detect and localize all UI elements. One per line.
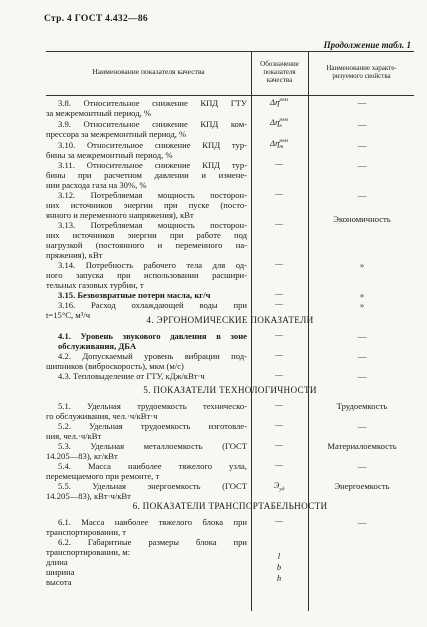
row-6-1-symbol: — (275, 515, 283, 525)
column-header-name: Наименование показателя качества (92, 67, 205, 76)
row-3-15-name: 3.15. Безвозвратные потери масла, кг/ч (58, 290, 211, 300)
section-4-title: 4. ЭРГОНОМИЧЕСКИЕ ПОКАЗАТЕЛИ (146, 315, 314, 325)
row-3-12-symbol: — (275, 188, 283, 198)
row-3-12-property: — (357, 190, 367, 200)
row-3-11-property: — (357, 160, 367, 170)
column-header-property: Наименование характе- ризуемого свойства (326, 64, 397, 80)
row-3-16-name: 3.16. Расход охлаждающей воды при t=15°С, м³/ч (46, 300, 247, 321)
row-5-2-symbol: — (275, 419, 283, 429)
column-header-symbol: Обозначение показателя качества (260, 60, 299, 84)
row-5-3-name: 5.3. Удельная металлоемкость (ГОСТ 14.205—83), кг/кВт (46, 441, 247, 462)
row-5-2-property: — (357, 421, 367, 431)
row-3-11-symbol: — (275, 158, 283, 168)
page-header: Стр. 4 ГОСТ 4.432—86 (44, 14, 148, 24)
row-5-1-property: Трудоемкость (336, 401, 388, 411)
row-6-2-length: длина (46, 557, 68, 567)
row-3-16-symbol: — (275, 298, 283, 308)
row-5-2-name: 5.2. Удельная трудоемкость изготовле- ния, чел.·ч/кВт (46, 421, 247, 442)
row-4-2-property: — (357, 351, 367, 361)
row-6-2-name: 6.2. Габаритные размеры блока при транспортировании, м: (46, 537, 247, 558)
row-5-4-property: — (357, 461, 367, 471)
row-3-8-symbol: $\Delta\eta^{рем}$ (270, 97, 288, 107)
row-3-12-name: 3.12. Потребляемая мощность посторон- них источников энергии при пуске (посто- янного и переменного напряжения), кВт (46, 190, 247, 221)
row-6-2-height: высота (46, 577, 72, 587)
row-3-9-symbol: Δη рем к (270, 117, 288, 129)
row-3-9-property: — (357, 119, 367, 129)
row-3-15-property: » (359, 290, 365, 300)
row-5-5-name: 5.5. Удельная энергоемкость (ГОСТ 14.205—83), кВт·ч/кВт (46, 481, 247, 502)
row-3-13-name: 3.13. Потребляемая мощность посторон- них источников энергии при работе под нагрузкой (постоянного и переменного на- пряжения), кВт (46, 220, 247, 261)
row-3-14-property: » (359, 260, 365, 270)
column-divider-2 (308, 51, 309, 611)
row-3-14-symbol: — (275, 258, 283, 268)
row-3-9-name: 3.9. Относительное снижение КПД ком- прессора за межремонтный период, % (46, 119, 247, 140)
row-6-2-width-symbol: b (276, 562, 282, 572)
row-4-3-symbol: — (275, 369, 283, 379)
row-5-1-symbol: — (275, 399, 283, 409)
row-3-8-property: — (357, 97, 367, 107)
row-4-3-property: — (357, 371, 367, 381)
table-continuation-label: Продолжение табл. 1 (323, 40, 411, 50)
row-3-10-name: 3.10. Относительное снижение КПД тур- бины за межремонтный период, % (46, 140, 247, 161)
row-3-11-name: 3.11. Относительное снижение КПД тур- бины при расчетном давлении и измене- нии расхода газа на 30%, % (46, 160, 247, 191)
row-3-16-property: » (359, 300, 365, 310)
section-6-title: 6. ПОКАЗАТЕЛИ ТРАНСПОРТАБЕЛЬНОСТИ (132, 501, 328, 511)
row-5-3-property: Материалоемкость (327, 441, 397, 451)
row-5-3-symbol: — (275, 439, 283, 449)
row-4-1-property: — (357, 331, 367, 341)
row-3-15-symbol: — (275, 288, 283, 298)
row-3-8-name: 3.8. Относительное снижение КПД ГТУ за межремонтный период, % (46, 98, 247, 119)
row-5-1-name: 5.1. Удельная трудоемкость техническо- го обслуживания, чел.·ч/кВт·ч (46, 401, 247, 422)
section-5-title: 5. ПОКАЗАТЕЛИ ТЕХНОЛОГИЧНОСТИ (143, 385, 317, 395)
row-3-14-name: 3.14. Потребность рабочего тела для од- ного запуска при использовании расшири- тельных газовых турбин, т (46, 260, 247, 291)
row-3-10-symbol: Δη рем т (270, 138, 288, 150)
row-4-3-name: 4.3. Тепловыделение от ГТУ, кДж/кВт·ч (58, 371, 205, 381)
row-6-2-height-symbol: h (276, 573, 282, 583)
row-4-2-symbol: — (275, 349, 283, 359)
row-5-4-symbol: — (275, 459, 283, 469)
row-3-13-property: Экономичность (333, 214, 391, 224)
row-4-1-name: 4.1. Уровень звукового давления в зоне обслуживания, ДБА (58, 331, 247, 352)
row-5-4-name: 5.4. Масса наиболее тяжелого узла, перемещаемого при ремонте, т (46, 461, 247, 482)
row-6-1-property: — (357, 517, 367, 527)
header-bottom-rule (46, 95, 414, 96)
table-top-rule (46, 51, 414, 52)
row-3-13-symbol: — (275, 218, 283, 228)
row-3-10-property: — (357, 140, 367, 150)
row-6-2-length-symbol: l (277, 551, 281, 561)
row-5-5-symbol: $Э_{уд}$ (273, 480, 285, 493)
row-4-1-symbol: — (275, 329, 283, 339)
row-6-2-width: ширина (46, 567, 75, 577)
quality-indicators-table (46, 51, 414, 611)
row-5-5-property: Энергоемкость (334, 481, 390, 491)
row-4-2-name: 4.2. Допускаемый уровень вибрации под- шипников (виброскорость), мкм (м/с) (46, 351, 247, 372)
row-6-1-name: 6.1. Масса наиболее тяжелого блока при транспортировании, т (46, 517, 247, 538)
